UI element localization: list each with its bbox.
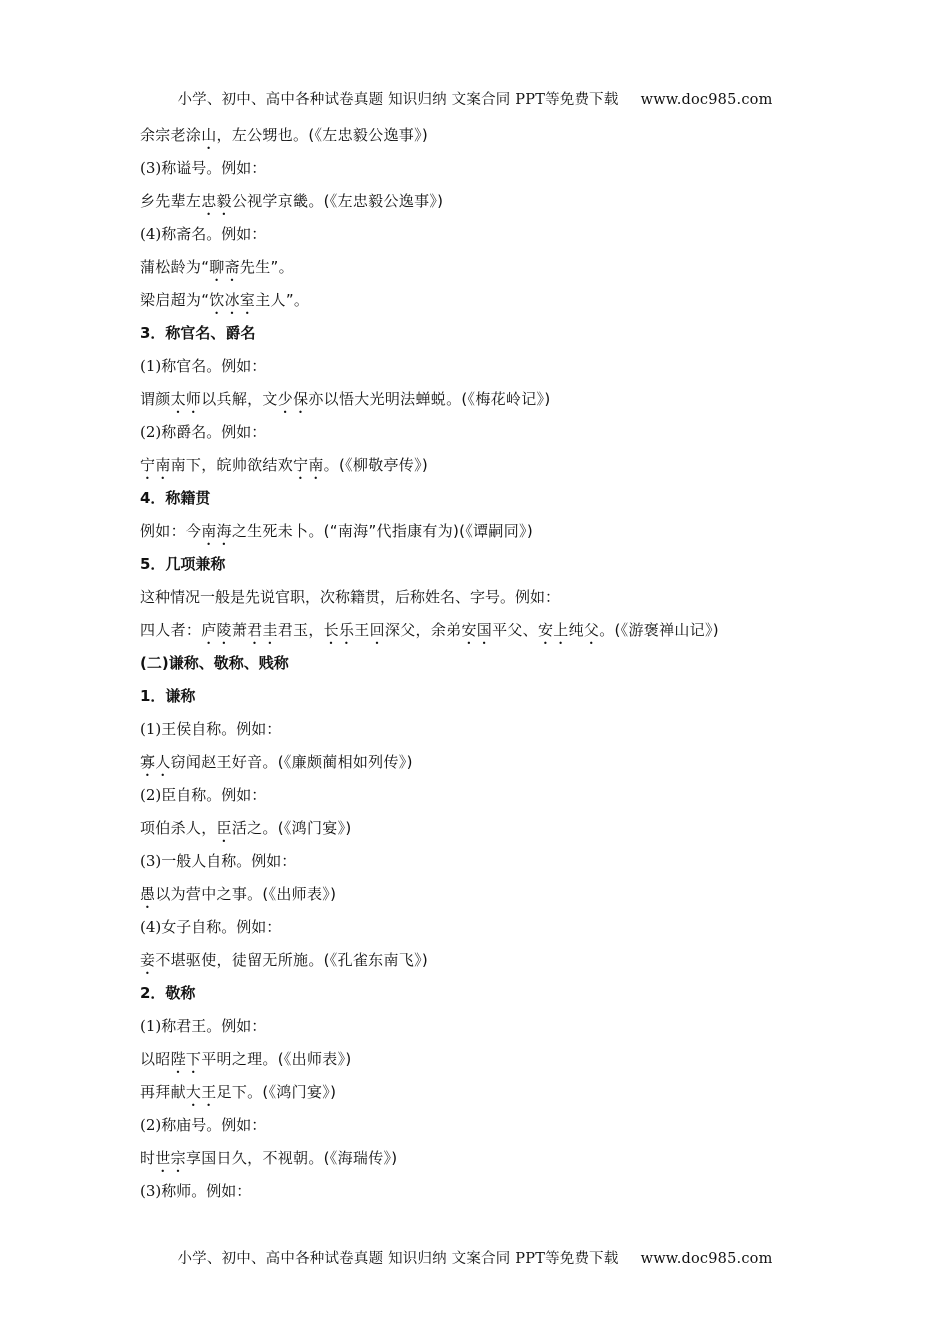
emphasized-text: 世 [155, 1149, 171, 1167]
text-segment: 时 [140, 1149, 156, 1167]
example-line [140, 617, 820, 650]
emphasized-text: 陛 [170, 1050, 186, 1068]
emphasized-text: 圭 [262, 621, 278, 639]
text-segment: 之生死未卜。(“南海”代指康有为)(《谭嗣同》) [231, 522, 533, 540]
text-segment: 以为营中之事。(《出师表》) [155, 885, 337, 903]
text-segment: (1)称君王。例如： [140, 1017, 267, 1035]
text-segment: (2)称庙号。例如： [140, 1116, 267, 1134]
example-line [140, 254, 820, 287]
category-line [140, 1112, 820, 1145]
text-segment: (4)女子自称。例如： [140, 918, 282, 936]
text-segment: 深父，余弟 [384, 621, 462, 639]
emphasized-text: 王 [201, 1083, 217, 1101]
text-segment: 这种情况一般是先说官职，次称籍贯，后称姓名、字号。例如： [140, 588, 561, 606]
emphasized-text: 饮 [209, 291, 225, 309]
text-segment: 谓颜 [140, 390, 171, 408]
text-segment: (3)称谥号。例如： [140, 159, 267, 177]
footer-url[interactable]: www.doc985.com [640, 1251, 773, 1267]
text-segment: 平明之理。(《出师表》) [201, 1050, 352, 1068]
section-heading [140, 650, 820, 683]
emphasized-text: 君 [247, 621, 263, 639]
emphasized-text: 陵 [216, 621, 232, 639]
example-line [140, 452, 820, 485]
emphasized-text: 忠 [201, 192, 217, 210]
text-segment: (2)称爵名。例如： [140, 423, 267, 441]
emphasized-text: 南 [201, 522, 217, 540]
emphasized-text: 太 [170, 390, 186, 408]
example-line [140, 386, 820, 419]
text-segment: 平父、 [492, 621, 538, 639]
emphasized-text: 下 [185, 1050, 202, 1068]
emphasized-text: 安 [537, 621, 554, 639]
text-segment: 例如：今 [140, 522, 202, 540]
category-line [140, 1013, 820, 1046]
emphasized-text: 少 [277, 390, 294, 408]
text-segment: 。(《游褒禅山记》) [599, 621, 719, 639]
example-line [140, 1046, 820, 1079]
header-text: 小学、初中、高中各种试卷真题 知识归纳 文案合同 PPT等免费下载 [177, 92, 619, 108]
text-segment: 以兵解，文 [201, 390, 278, 408]
emphasized-text: 国 [476, 621, 493, 639]
emphasized-text: 愚 [140, 885, 156, 903]
text-segment: 不堪驱使，徒留无所施。(《孔雀东南飞》) [155, 951, 429, 969]
text-segment: (二)谦称、敬称、贱称 [140, 654, 289, 672]
emphasized-text: 南 [308, 456, 324, 474]
example-line [140, 518, 820, 551]
text-segment: 公视学京畿。(《左忠毅公逸事》) [231, 192, 444, 210]
text-segment: 乡先辈左 [140, 192, 202, 210]
emphasized-text: 父 [583, 621, 600, 639]
emphasized-text: 回 [369, 621, 385, 639]
section-heading [140, 683, 820, 716]
text-segment: (3)一般人自称。例如： [140, 852, 297, 870]
header-url[interactable]: www.doc985.com [640, 92, 773, 108]
emphasized-text: 海 [216, 522, 232, 540]
emphasized-text: 寡 [140, 753, 156, 771]
text-segment: 蒲松龄为“ [140, 258, 210, 276]
text-segment: 4．称籍贯 [140, 489, 211, 507]
category-line [140, 419, 820, 452]
example-line [140, 881, 820, 914]
section-heading [140, 320, 820, 353]
example-line [140, 287, 820, 320]
emphasized-text: 宁 [140, 456, 156, 474]
example-line [140, 815, 820, 848]
emphasized-text: 臣 [216, 819, 232, 837]
text-segment: 。(《柳敬亭传》) [323, 456, 429, 474]
category-line [140, 353, 820, 386]
example-line [140, 122, 820, 155]
emphasized-text: 保 [293, 390, 309, 408]
emphasized-text: 宗 [170, 1149, 186, 1167]
text-segment: 享国日久，不视朝。(《海瑞传》) [185, 1149, 398, 1167]
emphasized-text: 宁 [293, 456, 309, 474]
category-line [140, 1178, 820, 1211]
emphasized-text: 庐 [201, 621, 217, 639]
text-segment: 余宗老涂 [140, 126, 202, 144]
emphasized-text: 长 [323, 621, 339, 639]
section-heading [140, 551, 820, 584]
emphasized-text: 上 [553, 621, 569, 639]
emphasized-text: 妾 [140, 951, 156, 969]
page-header [0, 88, 950, 109]
text-segment: 梁启超为“ [140, 291, 210, 309]
page-footer [0, 1247, 950, 1268]
text-segment: (3)称师。例如： [140, 1182, 252, 1200]
text-segment: 萧 [231, 621, 248, 639]
category-line [140, 584, 820, 617]
section-heading [140, 980, 820, 1013]
text-segment: 南下，皖帅欲结欢 [170, 456, 294, 474]
emphasized-text: 南 [155, 456, 171, 474]
category-line [140, 914, 820, 947]
emphasized-text: 聊 [209, 258, 225, 276]
example-line [140, 947, 820, 980]
text-segment: 足下。(《鸿门宴》) [216, 1083, 337, 1101]
section-heading [140, 485, 820, 518]
emphasized-text: 山 [201, 126, 217, 144]
text-segment: (4)称斋名。例如： [140, 225, 267, 243]
text-segment: 1．谦称 [140, 687, 196, 705]
text-segment: 主人”。 [255, 291, 310, 309]
category-line [140, 782, 820, 815]
emphasized-text: 室 [239, 291, 256, 309]
text-segment: 君玉， [277, 621, 324, 639]
example-line [140, 1145, 820, 1178]
footer-text: 小学、初中、高中各种试卷真题 知识归纳 文案合同 PPT等免费下载 [177, 1251, 619, 1267]
text-segment: 四人者： [140, 621, 202, 639]
category-line [140, 716, 820, 749]
example-line [140, 1079, 820, 1112]
category-line [140, 155, 820, 188]
text-segment: 窃闻赵王好音。(《廉颇蔺相如列传》) [170, 753, 413, 771]
text-segment: (1)王侯自称。例如： [140, 720, 282, 738]
text-segment: 再拜献 [140, 1083, 186, 1101]
text-segment: 亦以悟大光明法蝉蜕。(《梅花岭记》) [308, 390, 551, 408]
emphasized-text: 人 [155, 753, 171, 771]
emphasized-text: 乐 [338, 621, 355, 639]
text-segment: 3．称官名、爵名 [140, 324, 256, 342]
text-segment: (1)称官名。例如： [140, 357, 267, 375]
emphasized-text: 冰 [224, 291, 240, 309]
text-segment: 纯 [568, 621, 584, 639]
emphasized-text: 大 [185, 1083, 202, 1101]
document-body [140, 122, 820, 1211]
text-segment: 先生”。 [239, 258, 294, 276]
text-segment: 2．敬称 [140, 984, 196, 1002]
emphasized-text: 安 [461, 621, 477, 639]
text-segment: 活之。(《鸿门宴》) [231, 819, 352, 837]
text-segment: ，左公甥也。(《左忠毅公逸事》) [216, 126, 429, 144]
text-segment: (2)臣自称。例如： [140, 786, 267, 804]
text-segment: 项伯杀人， [140, 819, 217, 837]
emphasized-text: 毅 [216, 192, 232, 210]
category-line [140, 221, 820, 254]
example-line [140, 749, 820, 782]
category-line [140, 848, 820, 881]
text-segment: 王 [354, 621, 370, 639]
text-segment: 5．几项兼称 [140, 555, 226, 573]
emphasized-text: 师 [185, 390, 202, 408]
example-line [140, 188, 820, 221]
text-segment: 以昭 [140, 1050, 171, 1068]
emphasized-text: 斋 [224, 258, 240, 276]
